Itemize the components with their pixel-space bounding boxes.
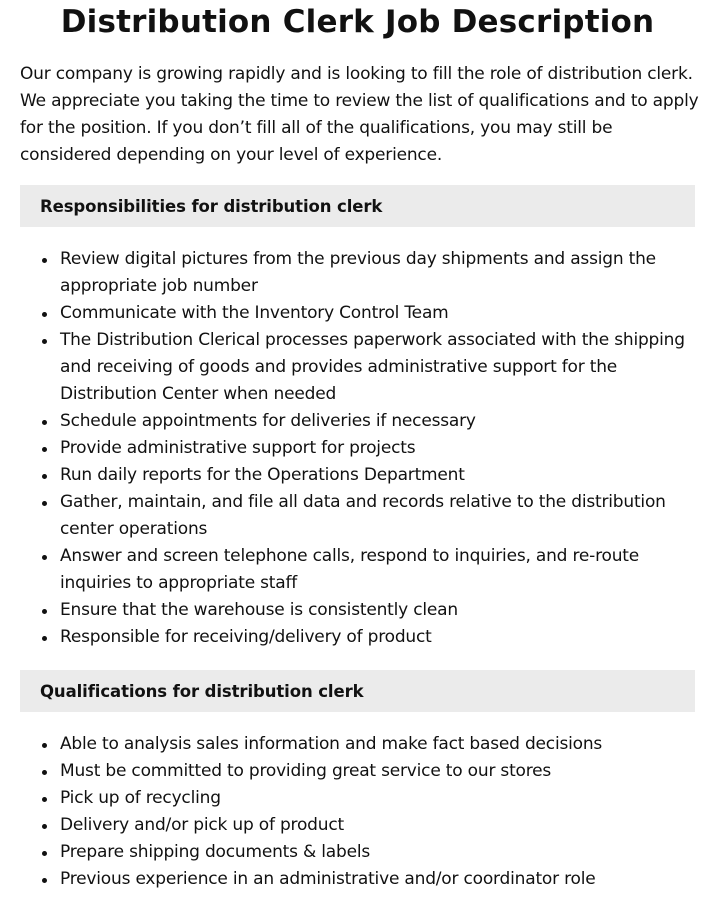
- qualifications-heading: Qualifications for distribution clerk: [40, 681, 364, 701]
- qualifications-section-header: [20, 670, 695, 712]
- list-item: Responsible for receiving/delivery of product: [60, 624, 695, 651]
- list-item: Answer and screen telephone calls, respond to inquiries, and re-route inquiries to appropriate staff: [60, 543, 695, 597]
- list-item: Must be committed to providing great service to our stores: [60, 758, 695, 785]
- qualifications-list: [20, 731, 695, 893]
- list-item: Pick up of recycling: [60, 785, 695, 812]
- list-item: Communicate with the Inventory Control Team: [60, 300, 695, 327]
- list-item: Delivery and/or pick up of product: [60, 812, 695, 839]
- list-item: Review digital pictures from the previous day shipments and assign the appropriate job number: [60, 246, 695, 300]
- responsibilities-list: [20, 246, 695, 651]
- list-item: Able to analysis sales information and make fact based decisions: [60, 731, 695, 758]
- responsibilities-heading: Responsibilities for distribution clerk: [40, 196, 383, 216]
- list-item: Previous experience in an administrative and/or coordinator role: [60, 866, 695, 893]
- list-item: Gather, maintain, and file all data and records relative to the distribution center operations: [60, 489, 695, 543]
- list-item: Prepare shipping documents & labels: [60, 839, 695, 866]
- list-item: Ensure that the warehouse is consistently clean: [60, 597, 695, 624]
- list-item: Provide administrative support for projects: [60, 435, 695, 462]
- list-item: Schedule appointments for deliveries if necessary: [60, 408, 695, 435]
- list-item: The Distribution Clerical processes paperwork associated with the shipping and receiving of goods and provides administrative support for the Distribution Center when needed: [60, 327, 695, 408]
- list-item: Run daily reports for the Operations Department: [60, 462, 695, 489]
- intro-paragraph: Our company is growing rapidly and is looking to fill the role of distribution clerk. We appreciate you taking the time to review the list of qualifications and to apply for the position. If you don’t fill all of the qualifications, you may still be considered depending on your level of experience.: [20, 64, 699, 165]
- page-title: Distribution Clerk Job Description: [60, 4, 655, 40]
- responsibilities-section-header: [20, 185, 695, 227]
